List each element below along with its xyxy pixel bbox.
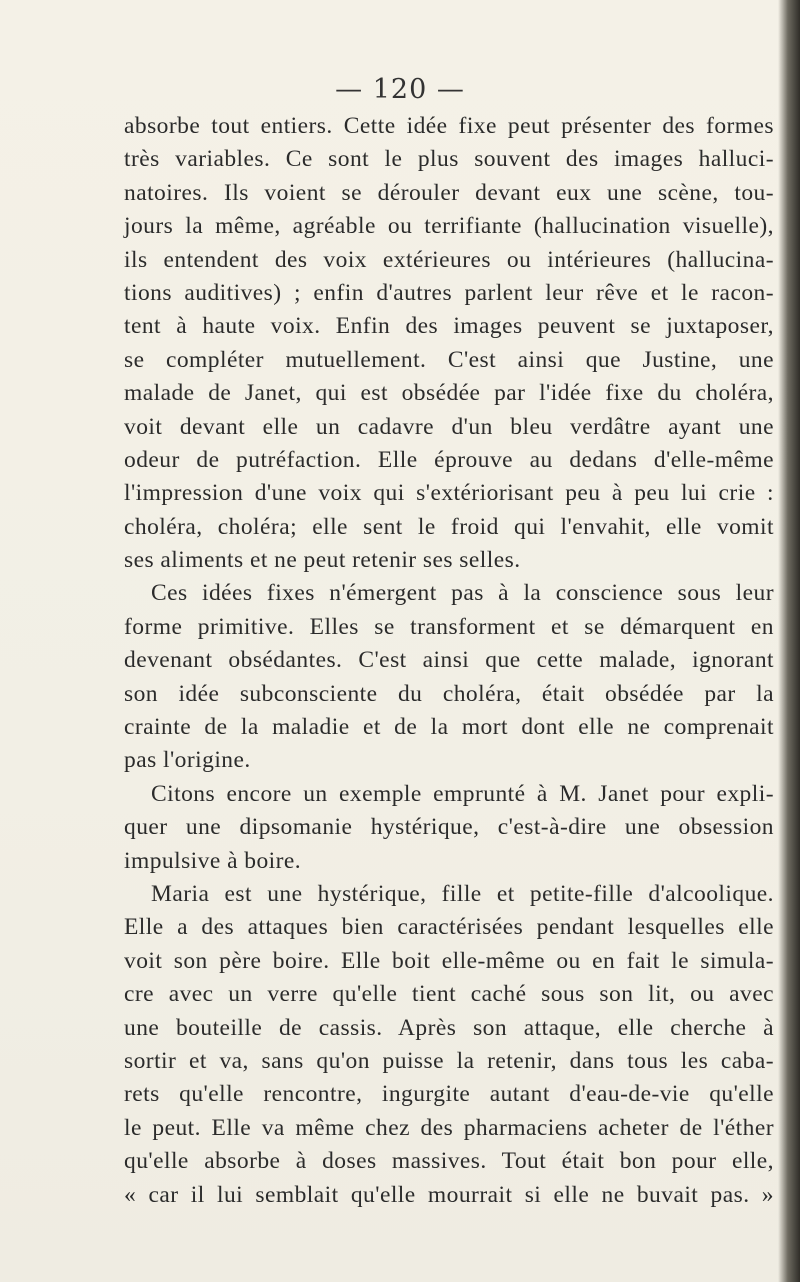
text-line: tent à haute voix. Enfin des images peuvent se juxtaposer, [124,313,774,340]
text-line: voit son père boire. Elle boit elle-même ou en fait le simula- [124,947,774,974]
text-line: rets qu'elle rencontre, ingurgite autant d'eau-de-vie qu'elle [124,1081,774,1108]
text-line: Ces idées fixes n'émergent pas à la conscience sous leur [151,580,774,607]
text-line: qu'elle absorbe à doses massives. Tout était bon pour elle, [124,1148,774,1175]
text-line: ils entendent des voix extérieures ou intérieures (hallucina- [124,246,774,273]
text-line: se compléter mutuellement. C'est ainsi que Justine, une [124,346,774,373]
text-line: Maria est une hystérique, fille et petite-fille d'alcoolique. [151,880,774,907]
text-line: impulsive à boire. [124,847,302,874]
text-line: son idée subconsciente du choléra, était obsédée par la [124,680,774,707]
text-line: crainte de la maladie et de la mort dont elle ne comprenait [124,714,774,741]
page-number: — 120 — [335,74,465,105]
text-line: natoires. Ils voient se dérouler devant eux une scène, tou- [124,179,774,206]
text-line: très variables. Ce sont le plus souvent des images halluci- [124,146,774,173]
text-line: « car il lui semblait qu'elle mourrait si elle ne buvait pas. » [124,1181,774,1208]
text-line: devenant obsédantes. C'est ainsi que cette malade, ignorant [124,647,774,674]
text-line: choléra, choléra; elle sent le froid qui l'envahit, elle vomit [124,513,774,540]
text-line: Citons encore un exemple emprunté à M. Janet pour expli- [151,780,774,807]
text-line: l'impression d'une voix qui s'extériorisant peu à peu lui crie : [124,480,774,507]
page-binding-shadow [778,0,800,1282]
text-line: ses aliments et ne peut retenir ses selles. [124,547,521,574]
text-line: une bouteille de cassis. Après son attaque, elle cherche à [124,1014,774,1041]
text-line: quer une dipsomanie hystérique, c'est-à-dire une obsession [124,814,774,841]
text-line: sortir et va, sans qu'on puisse la retenir, dans tous les caba- [124,1047,774,1074]
text-line: forme primitive. Elles se transforment et se démarquent en [124,613,774,640]
text-line: cre avec un verre qu'elle tient caché sous son lit, ou avec [124,981,774,1008]
body-text [124,110,774,1212]
text-line: odeur de putréfaction. Elle éprouve au dedans d'elle-même [124,446,774,473]
text-line: malade de Janet, qui est obsédée par l'idée fixe du choléra, [124,380,774,407]
text-line: le peut. Elle va même chez des pharmaciens acheter de l'éther [124,1114,774,1141]
text-line: absorbe tout entiers. Cette idée fixe peut présenter des formes [124,113,774,139]
text-line: Elle a des attaques bien caractérisées pendant lesquelles elle [124,914,774,941]
text-line: voit devant elle un cadavre d'un bleu verdâtre ayant une [124,413,774,440]
text-line: tions auditives) ; enfin d'autres parlent leur rêve et le racon- [124,279,774,306]
text-line: pas l'origine. [124,747,251,774]
text-line: jours la même, agréable ou terrifiante (hallucination visuelle), [124,213,774,240]
